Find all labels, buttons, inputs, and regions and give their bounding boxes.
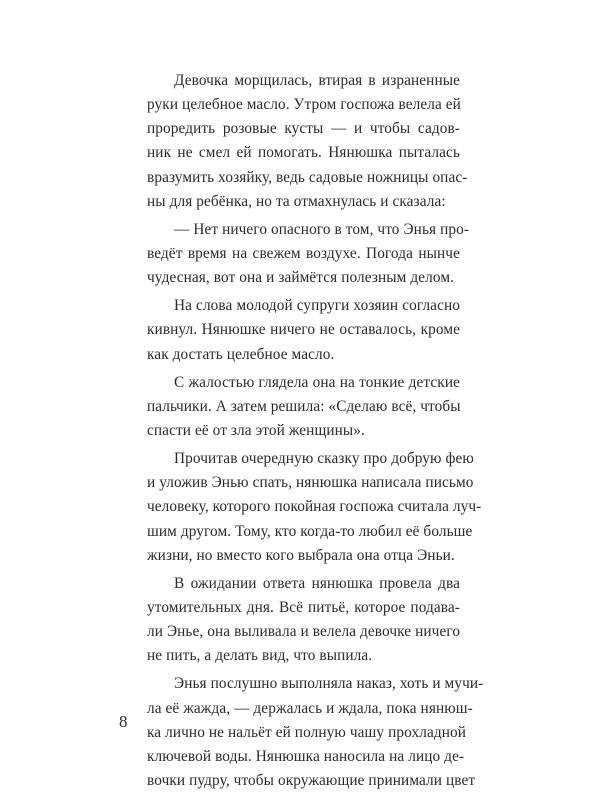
paragraph [147,69,468,214]
text-line: как достать целебное масло. [147,345,335,363]
paragraph [147,672,484,793]
paragraph [147,371,460,443]
text-line: шим другом. Тому, кто когда-то любил её больше [147,522,473,540]
text-line: Девочка морщилась, втирая в израненные [174,72,460,89]
text-line: вочки пудру, чтобы окружающие принимали цвет [147,771,476,789]
text-line: чудесная, вот она и займётся полезным делом. [147,269,455,287]
text-line: кивнул. Нянюшке ничего не оставалось, кроме [147,321,460,339]
text-line: ла её жажда, — держалась и ждала, пока нянюш- [147,699,473,717]
paragraph [147,218,470,290]
text-line: пальчики. А затем решила: «Сделаю всё, чтобы [147,397,461,415]
body-text [147,69,484,793]
text-line: руки целебное масло. Утром госпожа велела ей [147,96,461,114]
text-line: ны для ребёнка, но та отмахнулась и сказала: [147,192,446,210]
page-number: 8 [119,712,128,731]
text-line: С жалостью глядела она на тонкие детские [174,373,460,391]
text-line: В ожидании ответа нянюшка провела два [174,574,460,592]
text-line: жизни, но вместо кого выбрала она отца Эньи. [147,546,455,564]
text-line: Энья послушно выполняла наказ, хоть и мучи- [174,675,484,693]
text-line: спасти её от зла этой женщины». [147,421,365,439]
text-line: ли Энье, она выливала и велела девочке ничего [147,623,461,641]
text-line: ка лично не нальёт ей полную чашу прохладной [147,723,467,741]
text-line: — Нет ничего опасного в том, что Энья про- [174,220,470,238]
text-line: На слова молодой супруги хозяин согласно [174,297,460,315]
text-line: вразумить хозяйку, ведь садовые ножницы опас- [147,168,468,186]
text-line: ведёт время на свежем воздухе. Погода нынче [147,244,460,262]
text-line: ключевой воды. Нянюшка наносила на лицо де- [147,747,465,765]
paragraph [147,294,460,366]
text-line: утомительных дня. Всё питьё, которое подава- [147,598,460,616]
text-line: не пить, а делать вид, что выпила. [147,647,373,665]
text-line: человеку, которого покойная госпожа считала луч- [147,498,482,516]
text-line: и уложив Энью спать, нянюшка написала письмо [147,474,474,492]
paragraph [147,572,460,669]
text-line: Прочитав очередную сказку про добрую фею [174,450,474,468]
text-line: проредить розовые кусты — и чтобы садов- [147,120,460,138]
text-line: ник не смел ей помогать. Нянюшка пыталась [147,144,460,162]
paragraph [147,447,482,568]
